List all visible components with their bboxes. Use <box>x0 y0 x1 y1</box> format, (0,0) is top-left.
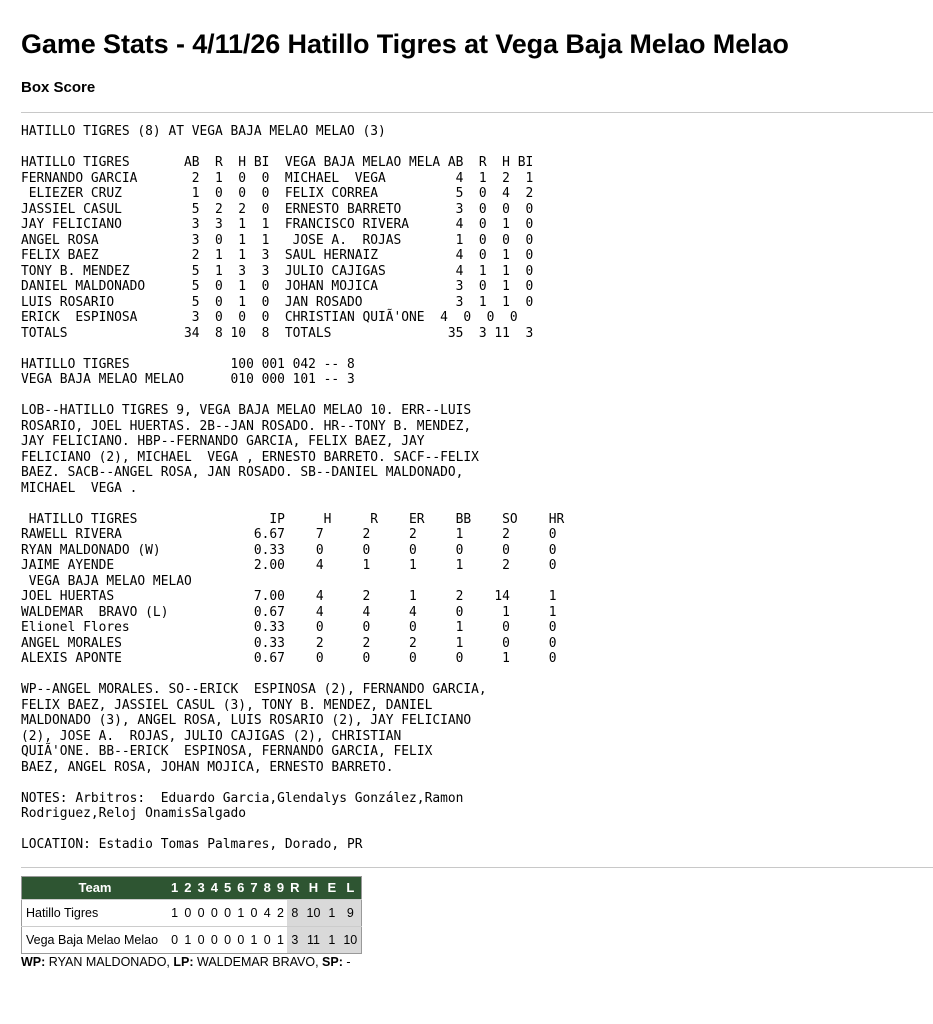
linescore-inning-cell: 0 <box>194 899 207 926</box>
linescore-inning-cell: 0 <box>234 926 247 953</box>
save-pitcher: - <box>346 954 351 969</box>
linescore-header-inning: 5 <box>221 876 234 899</box>
linescore-header-inning: 9 <box>274 876 287 899</box>
linescore-inning-cell: 2 <box>274 899 287 926</box>
linescore-header-hits: H <box>303 876 325 899</box>
save-pitcher-label: SP: <box>322 954 343 969</box>
linescore-table <box>21 876 362 954</box>
losing-pitcher: WALDEMAR BRAVO, <box>197 954 319 969</box>
linescore-inning-cell: 0 <box>221 899 234 926</box>
linescore-header-inning: 2 <box>181 876 194 899</box>
linescore-hits-cell: 10 <box>303 899 325 926</box>
linescore-header-runs: R <box>287 876 302 899</box>
linescore-inning-cell: 0 <box>168 926 181 953</box>
pitching-decisions <box>21 955 933 969</box>
linescore-team-name: Vega Baja Melao Melao <box>22 926 169 953</box>
linescore-header-team: Team <box>22 876 169 899</box>
page-title: Game Stats - 4/11/26 Hatillo Tigres at Vega Baja Melao Melao <box>21 29 789 59</box>
linescore-header-inning: 8 <box>261 876 274 899</box>
linescore-inning-cell: 0 <box>221 926 234 953</box>
linescore-hits-cell: 11 <box>303 926 325 953</box>
linescore-inning-cell: 1 <box>234 899 247 926</box>
linescore-inning-cell: 0 <box>247 899 260 926</box>
linescore-inning-cell: 0 <box>194 926 207 953</box>
linescore-header-inning: 3 <box>194 876 207 899</box>
linescore-team-name: Hatillo Tigres <box>22 899 169 926</box>
divider-bottom <box>21 867 933 868</box>
section-title-box-score: Box Score <box>21 79 96 96</box>
linescore-header-errors: E <box>324 876 339 899</box>
linescore-inning-cell: 1 <box>181 926 194 953</box>
linescore-header-inning: 6 <box>234 876 247 899</box>
linescore-header-inning: 7 <box>247 876 260 899</box>
box-score-text: HATILLO TIGRES (8) AT VEGA BAJA MELAO MELAO (3) HATILLO TIGRES AB R H BI VEGA BAJA MELAO MELA AB R H BI FERNANDO GARCIA 2 1 0 0 MICHAEL VEGA 4 1 2 1 ELIEZER CRUZ 1 0 0 0 FELIX CORREA 5 0 4 2 JASSIEL CASUL 5 2 2 0 ERNESTO BARRETO 3 0 0 0 JAY FELICIANO 3 3 1 1 FRANCISCO RIVERA 4 0 1 0 ANGEL ROSA 3 0 1 1 JOSE A. ROJAS 1 0 0 0 FELIX BAEZ 2 1 1 3 SAUL HERNAIZ 4 0 1 0 TONY B. MENDEZ 5 1 3 3 JULIO CAJIGAS 4 1 1 0 DANIEL MALDONADO 5 0 1 0 JOHAN MOJICA 3 0 1 0 LUIS ROSARIO 5 0 1 0 JAN ROSADO 3 1 1 0 ERICK ESPINOSA 3 0 0 0 CHRISTIAN QUIÃ'ONE 4 0 0 0 TOTALS 34 8 10 8 TOTALS 35 3 11 3 HATILLO TIGRES 100 001 042 -- 8 VEGA BAJA MELAO MELAO 010 000 101 -- 3 LOB--HATILLO TIGRES 9, VEGA BAJA MELAO MELAO 10. ERR--LUIS ROSARIO, JOEL HUERTAS. 2B--JAN ROSADO. HR--TONY B. MENDEZ, JAY FELICIANO. HBP--FERNANDO GARCIA, FELIX BAEZ, JAY FELICIANO (2), MICHAEL VEGA , ERNESTO BARRETO. SACF--FELIX BAEZ. SACB--ANGEL ROSA, JAN ROSADO. SB--DANIEL MALDONADO, MICHAEL VEGA . HATILLO TIGRES IP H R ER BB SO HR RAWELL RIVERA 6.67 7 2 2 1 2 0 RYAN MALDONADO (W) 0.33 0 0 0 0 0 0 JAIME AYENDE 2.00 4 1 1 1 2 0 VEGA BAJA MELAO MELAO JOEL HUERTAS 7.00 4 2 1 2 14 1 WALDEMAR BRAVO (L) 0.67 4 4 4 0 1 1 Elionel Flores 0.33 0 0 0 1 0 0 ANGEL MORALES 0.33 2 2 2 1 0 0 ALEXIS APONTE 0.67 0 0 0 0 1 0 WP--ANGEL MORALES. SO--ERICK ESPINOSA (2), FERNANDO GARCIA, FELIX BAEZ, JASSIEL CASUL (3), TONY B. MENDEZ, DANIEL MALDONADO (3), ANGEL ROSA, LUIS ROSARIO (2), JAY FELICIANO (2), JOSE A. ROJAS, JULIO CAJIGAS (2), CHRISTIAN QUIÃ'ONE. BB--ERICK ESPINOSA, FERNANDO GARCIA, FELIX BAEZ, ANGEL ROSA, JOHAN MOJICA, ERNESTO BARRETO. NOTES: Arbitros: Eduardo Garcia,Glendalys González,Ramon Rodriguez,Reloj OnamisSalgado LOCATION: Estadio Tomas Palmares, Dorado, PR <box>21 124 565 852</box>
linescore-inning-cell: 1 <box>247 926 260 953</box>
linescore-lob-cell: 10 <box>339 926 361 953</box>
linescore-runs-cell: 3 <box>287 926 302 953</box>
linescore-inning-cell: 0 <box>181 899 194 926</box>
linescore-inning-cell: 0 <box>208 899 221 926</box>
linescore-runs-cell: 8 <box>287 899 302 926</box>
linescore-inning-cell: 1 <box>168 899 181 926</box>
linescore-inning-cell: 4 <box>261 899 274 926</box>
linescore-lob-cell: 9 <box>339 899 361 926</box>
linescore-errors-cell: 1 <box>324 926 339 953</box>
linescore-errors-cell: 1 <box>324 899 339 926</box>
linescore-inning-cell: 0 <box>261 926 274 953</box>
losing-pitcher-label: LP: <box>173 954 194 969</box>
linescore-header-lob: L <box>339 876 361 899</box>
linescore-header-inning: 4 <box>208 876 221 899</box>
winning-pitcher-label: WP: <box>21 954 46 969</box>
linescore-inning-cell: 0 <box>208 926 221 953</box>
linescore-row-away <box>22 899 362 926</box>
linescore-row-home <box>22 926 362 953</box>
divider-top <box>21 112 933 113</box>
linescore-header-row <box>22 876 362 899</box>
linescore-header-inning: 1 <box>168 876 181 899</box>
linescore-inning-cell: 1 <box>274 926 287 953</box>
winning-pitcher: RYAN MALDONADO, <box>48 954 170 969</box>
